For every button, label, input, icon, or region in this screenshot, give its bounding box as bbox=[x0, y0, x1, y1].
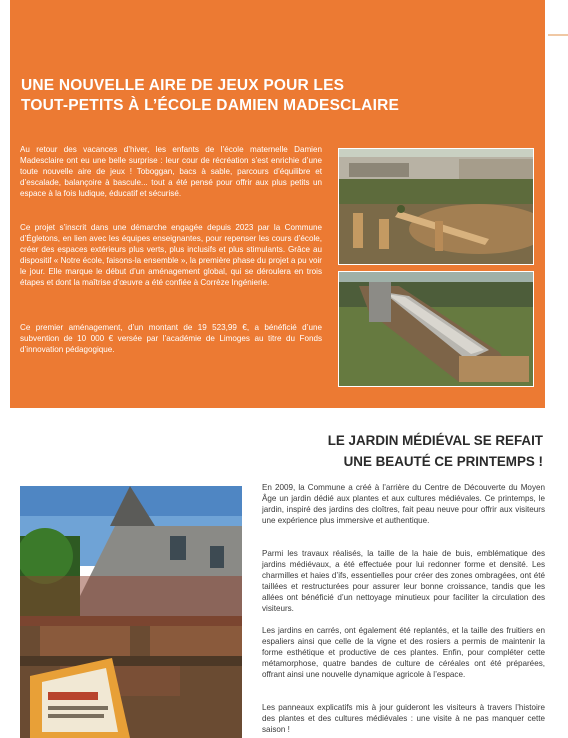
article2-paragraph-3: Les jardins en carrés, ont également été replantés, et la taille des fruitiers en espaliers ainsi que celle de la vigne et des rosiers a permis de maintenir la forme esthétique et productive de ces plantes. Enfin, pour compléter cette métamorphose, quatre bandes de culture de céréales ont été préparées, offrant ainsi une nouvelle dynamique agricole à l’espace. bbox=[262, 626, 545, 679]
article2-paragraph-2: Parmi les travaux réalisés, la taille de la haie de buis, emblématique des jardins médiévaux, a été effectuée pour lui redonner forme et densité. Les charmilles et haies d’ifs, essentielles pour créer des zones ombragées, ont été taillées et restructurées pour assurer leur bonne croissance, tandis que les allées ont bénéficié d’un nettoyage minutieux pour faciliter la circulation des visiteurs. bbox=[262, 549, 545, 613]
article1-title bbox=[21, 76, 421, 116]
medieval-garden-photo bbox=[20, 486, 242, 738]
article1-title-line1: UNE NOUVELLE AIRE DE JEUX POUR LES bbox=[21, 77, 345, 94]
article1-paragraph-2: Ce projet s’inscrit dans une démarche engagée depuis 2023 par la Commune d’Égletons, en lien avec les équipes enseignantes, pour repenser les cours d’école, créer des espaces extérieurs plus verts, plus inclusifs et plus stimulants. Grâce au dispositif « Notre école, faisons-la ensemble », la première phase du projet a pu voir le jour. Elle marque le début d’un aménagement global, qui se déroulera en trois étapes et dont la maîtrise d’œuvre a été confiée à Corrèze Ingénierie. bbox=[20, 223, 322, 287]
article2-title-line1: LE JARDIN MÉDIÉVAL SE REFAIT bbox=[327, 433, 543, 448]
seesaw-photo bbox=[338, 148, 534, 265]
article1-paragraph-3: Ce premier aménagement, d’un montant de 19 523,99 €, a bénéficié d’une subvention de 10 000 € versée par l’académie de Limoges au titre du Fonds d’innovation pédagogique. bbox=[20, 323, 322, 354]
slide-photo bbox=[338, 271, 534, 387]
article1-title-line2: TOUT-PETITS À L’ÉCOLE DAMIEN MADESCLAIRE bbox=[21, 97, 400, 114]
article2-title bbox=[300, 430, 543, 472]
decorative-line bbox=[548, 34, 568, 36]
article2-paragraph-4: Les panneaux explicatifs mis à jour guideront les visiteurs à travers l’histoire des plantes et des cultures médiévales : une visite à ne pas manquer cette saison ! bbox=[262, 703, 545, 734]
article1-paragraph-1: Au retour des vacances d’hiver, les enfants de l’école maternelle Damien Madesclaire ont eu une belle surprise : leur cour de récréation s’est enrichie d’une toute nouvelle aire de jeux ! Toboggan, bacs à sable, parcours d’équilibre et d’escalade, balançoire à bascule... tout a été pensé pour offrir aux plus petits un espace à la fois ludique, éducatif et sécurisé. bbox=[20, 145, 322, 198]
article2-title-line2: UNE BEAUTÉ CE PRINTEMPS ! bbox=[343, 454, 543, 469]
article2-paragraph-1: En 2009, la Commune a créé à l’arrière du Centre de Découverte du Moyen Âge un jardin dédié aux plantes et aux cultures médiévales. Ce printemps, le jardin, inspiré des jardins des cloîtres, fait peau neuve pour offrir aux visiteurs une expérience plus immersive et authentique. bbox=[262, 483, 545, 525]
